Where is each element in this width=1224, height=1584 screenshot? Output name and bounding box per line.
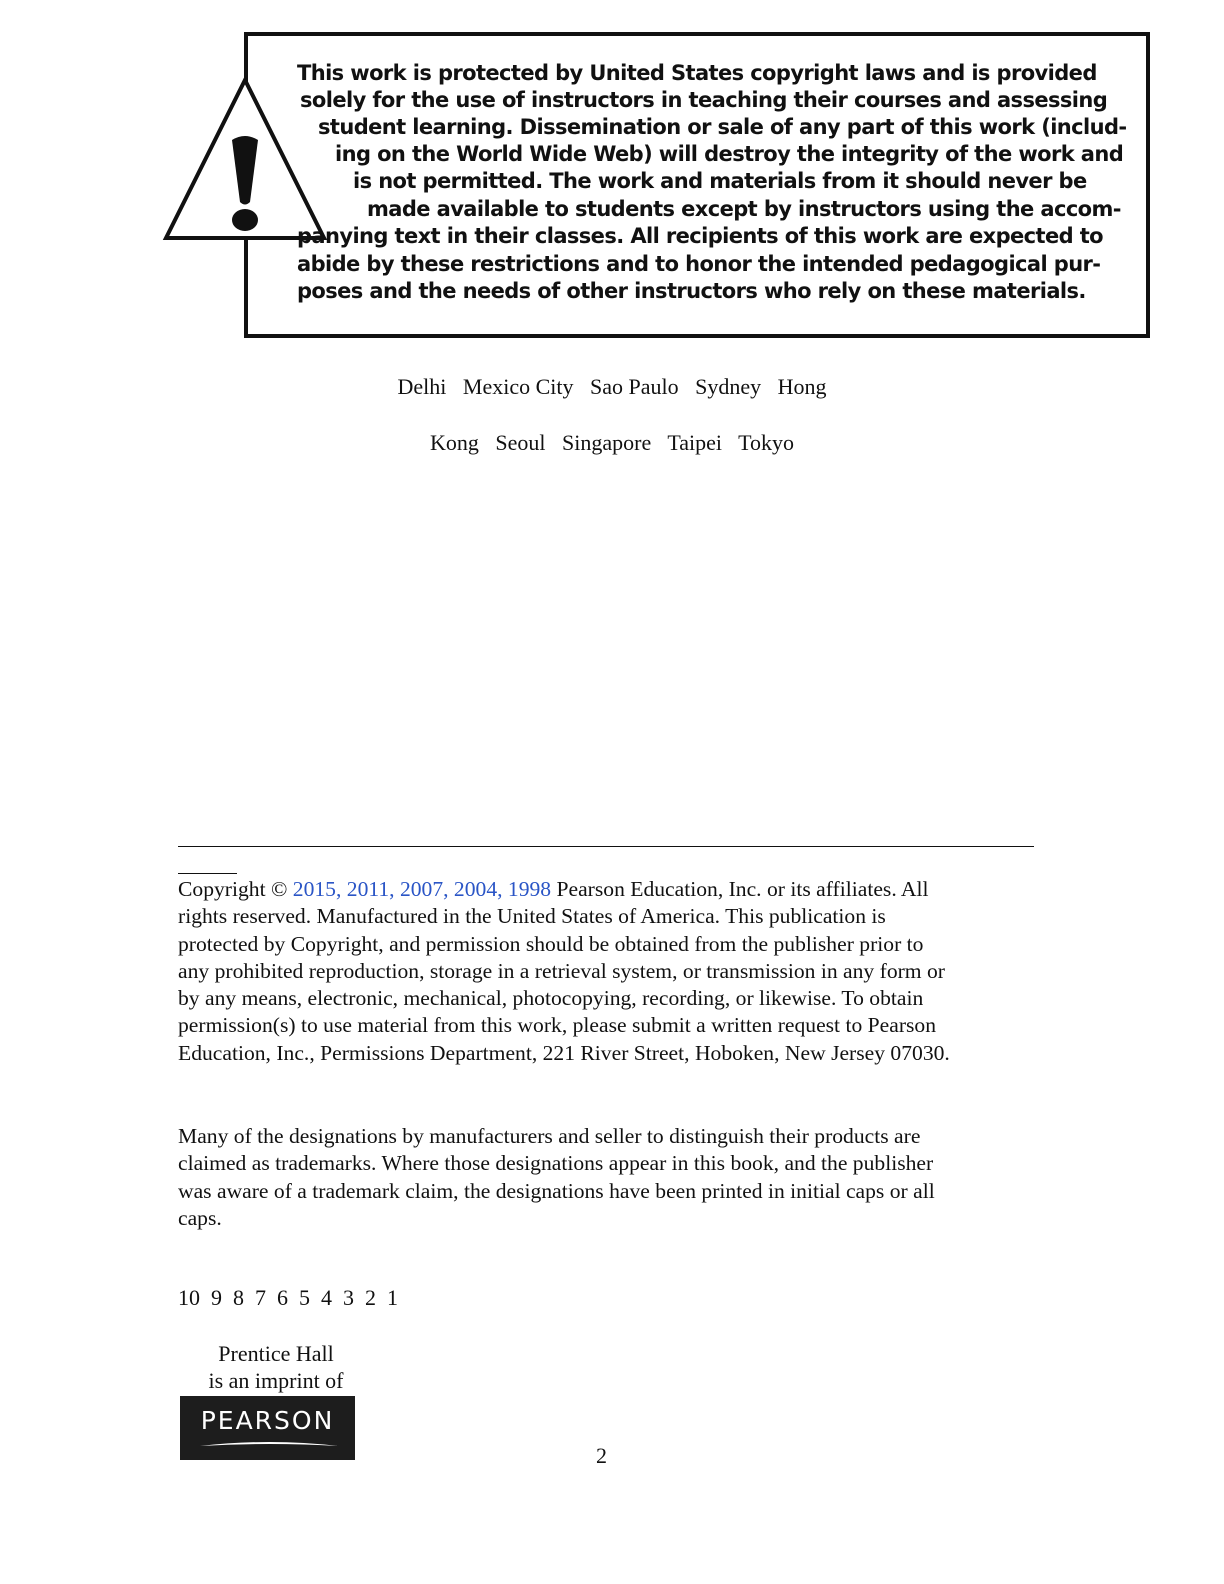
imprint-notice bbox=[180, 1340, 372, 1394]
printing-number-line: 10 9 8 7 6 5 4 3 2 1 bbox=[178, 1285, 398, 1310]
publisher-cities-line-1: Delhi Mexico City Sao Paulo Sydney Hong bbox=[397, 374, 827, 399]
pearson-logo-text: PEARSON bbox=[200, 1406, 335, 1435]
copyright-warning-notice bbox=[162, 30, 1156, 346]
warning-line: This work is protected by United States copyright laws and is provided bbox=[297, 61, 1097, 85]
warning-line: is not permitted. The work and materials from it should never be bbox=[353, 169, 1087, 193]
imprint-statement: is an imprint of bbox=[208, 1368, 344, 1393]
footnote-divider bbox=[178, 846, 1034, 847]
publisher-cities-line-2: Kong Seoul Singapore Taipei Tokyo bbox=[430, 430, 794, 455]
warning-line: student learning. Dissemination or sale of any part of this work (includ- bbox=[318, 115, 1127, 139]
copyright-line: rights reserved. Manufactured in the United States of America. This publication is bbox=[178, 904, 886, 929]
imprint-publisher: Prentice Hall bbox=[218, 1341, 334, 1366]
warning-line: solely for the use of instructors in teaching their courses and assessing bbox=[300, 88, 1108, 112]
trademark-line: claimed as trademarks. Where those designations appear in this book, and the publisher bbox=[178, 1151, 934, 1176]
warning-text bbox=[162, 30, 1156, 346]
copyright-line: Education, Inc., Permissions Department, 221 River Street, Hoboken, New Jersey 07030. bbox=[178, 1040, 950, 1065]
copyright-prefix: Copyright © bbox=[178, 877, 293, 901]
warning-line: made available to students except by instructors using the accom- bbox=[367, 197, 1121, 221]
trademark-line: was aware of a trademark claim, the designations have been printed in initial caps or all bbox=[178, 1178, 935, 1203]
logo-swoosh-icon bbox=[180, 1436, 355, 1456]
footnote-short-rule bbox=[178, 873, 237, 874]
trademark-line: caps. bbox=[178, 1205, 222, 1230]
trademark-line: Many of the designations by manufacturers and seller to distinguish their products are bbox=[178, 1124, 921, 1148]
warning-line: panying text in their classes. All recipients of this work are expected to bbox=[297, 224, 1104, 248]
trademark-paragraph bbox=[178, 1123, 1038, 1232]
copyright-holder: Pearson Education, Inc. or its affiliates. All bbox=[551, 877, 929, 901]
pearson-logo bbox=[180, 1396, 355, 1460]
copyright-first-line bbox=[178, 876, 1038, 903]
copyright-line: permission(s) to use material from this work, please submit a written request to Pearson bbox=[178, 1013, 937, 1038]
copyright-line: by any means, electronic, mechanical, photocopying, recording, or likewise. To obtain bbox=[178, 986, 924, 1011]
warning-line: poses and the needs of other instructors who rely on these materials. bbox=[297, 279, 1086, 303]
copyright-years: 2015, 2011, 2007, 2004, 1998 bbox=[292, 877, 552, 901]
copyright-line: protected by Copyright, and permission should be obtained from the publisher prior to bbox=[178, 931, 924, 956]
warning-line: ing on the World Wide Web) will destroy the integrity of the work and bbox=[335, 142, 1124, 166]
copyright-paragraph bbox=[178, 876, 1038, 1067]
warning-line: abide by these restrictions and to honor the intended pedagogical pur- bbox=[297, 252, 1101, 276]
page-number: 2 bbox=[596, 1443, 607, 1468]
copyright-line: any prohibited reproduction, storage in a retrieval system, or transmission in any form or bbox=[178, 958, 945, 983]
